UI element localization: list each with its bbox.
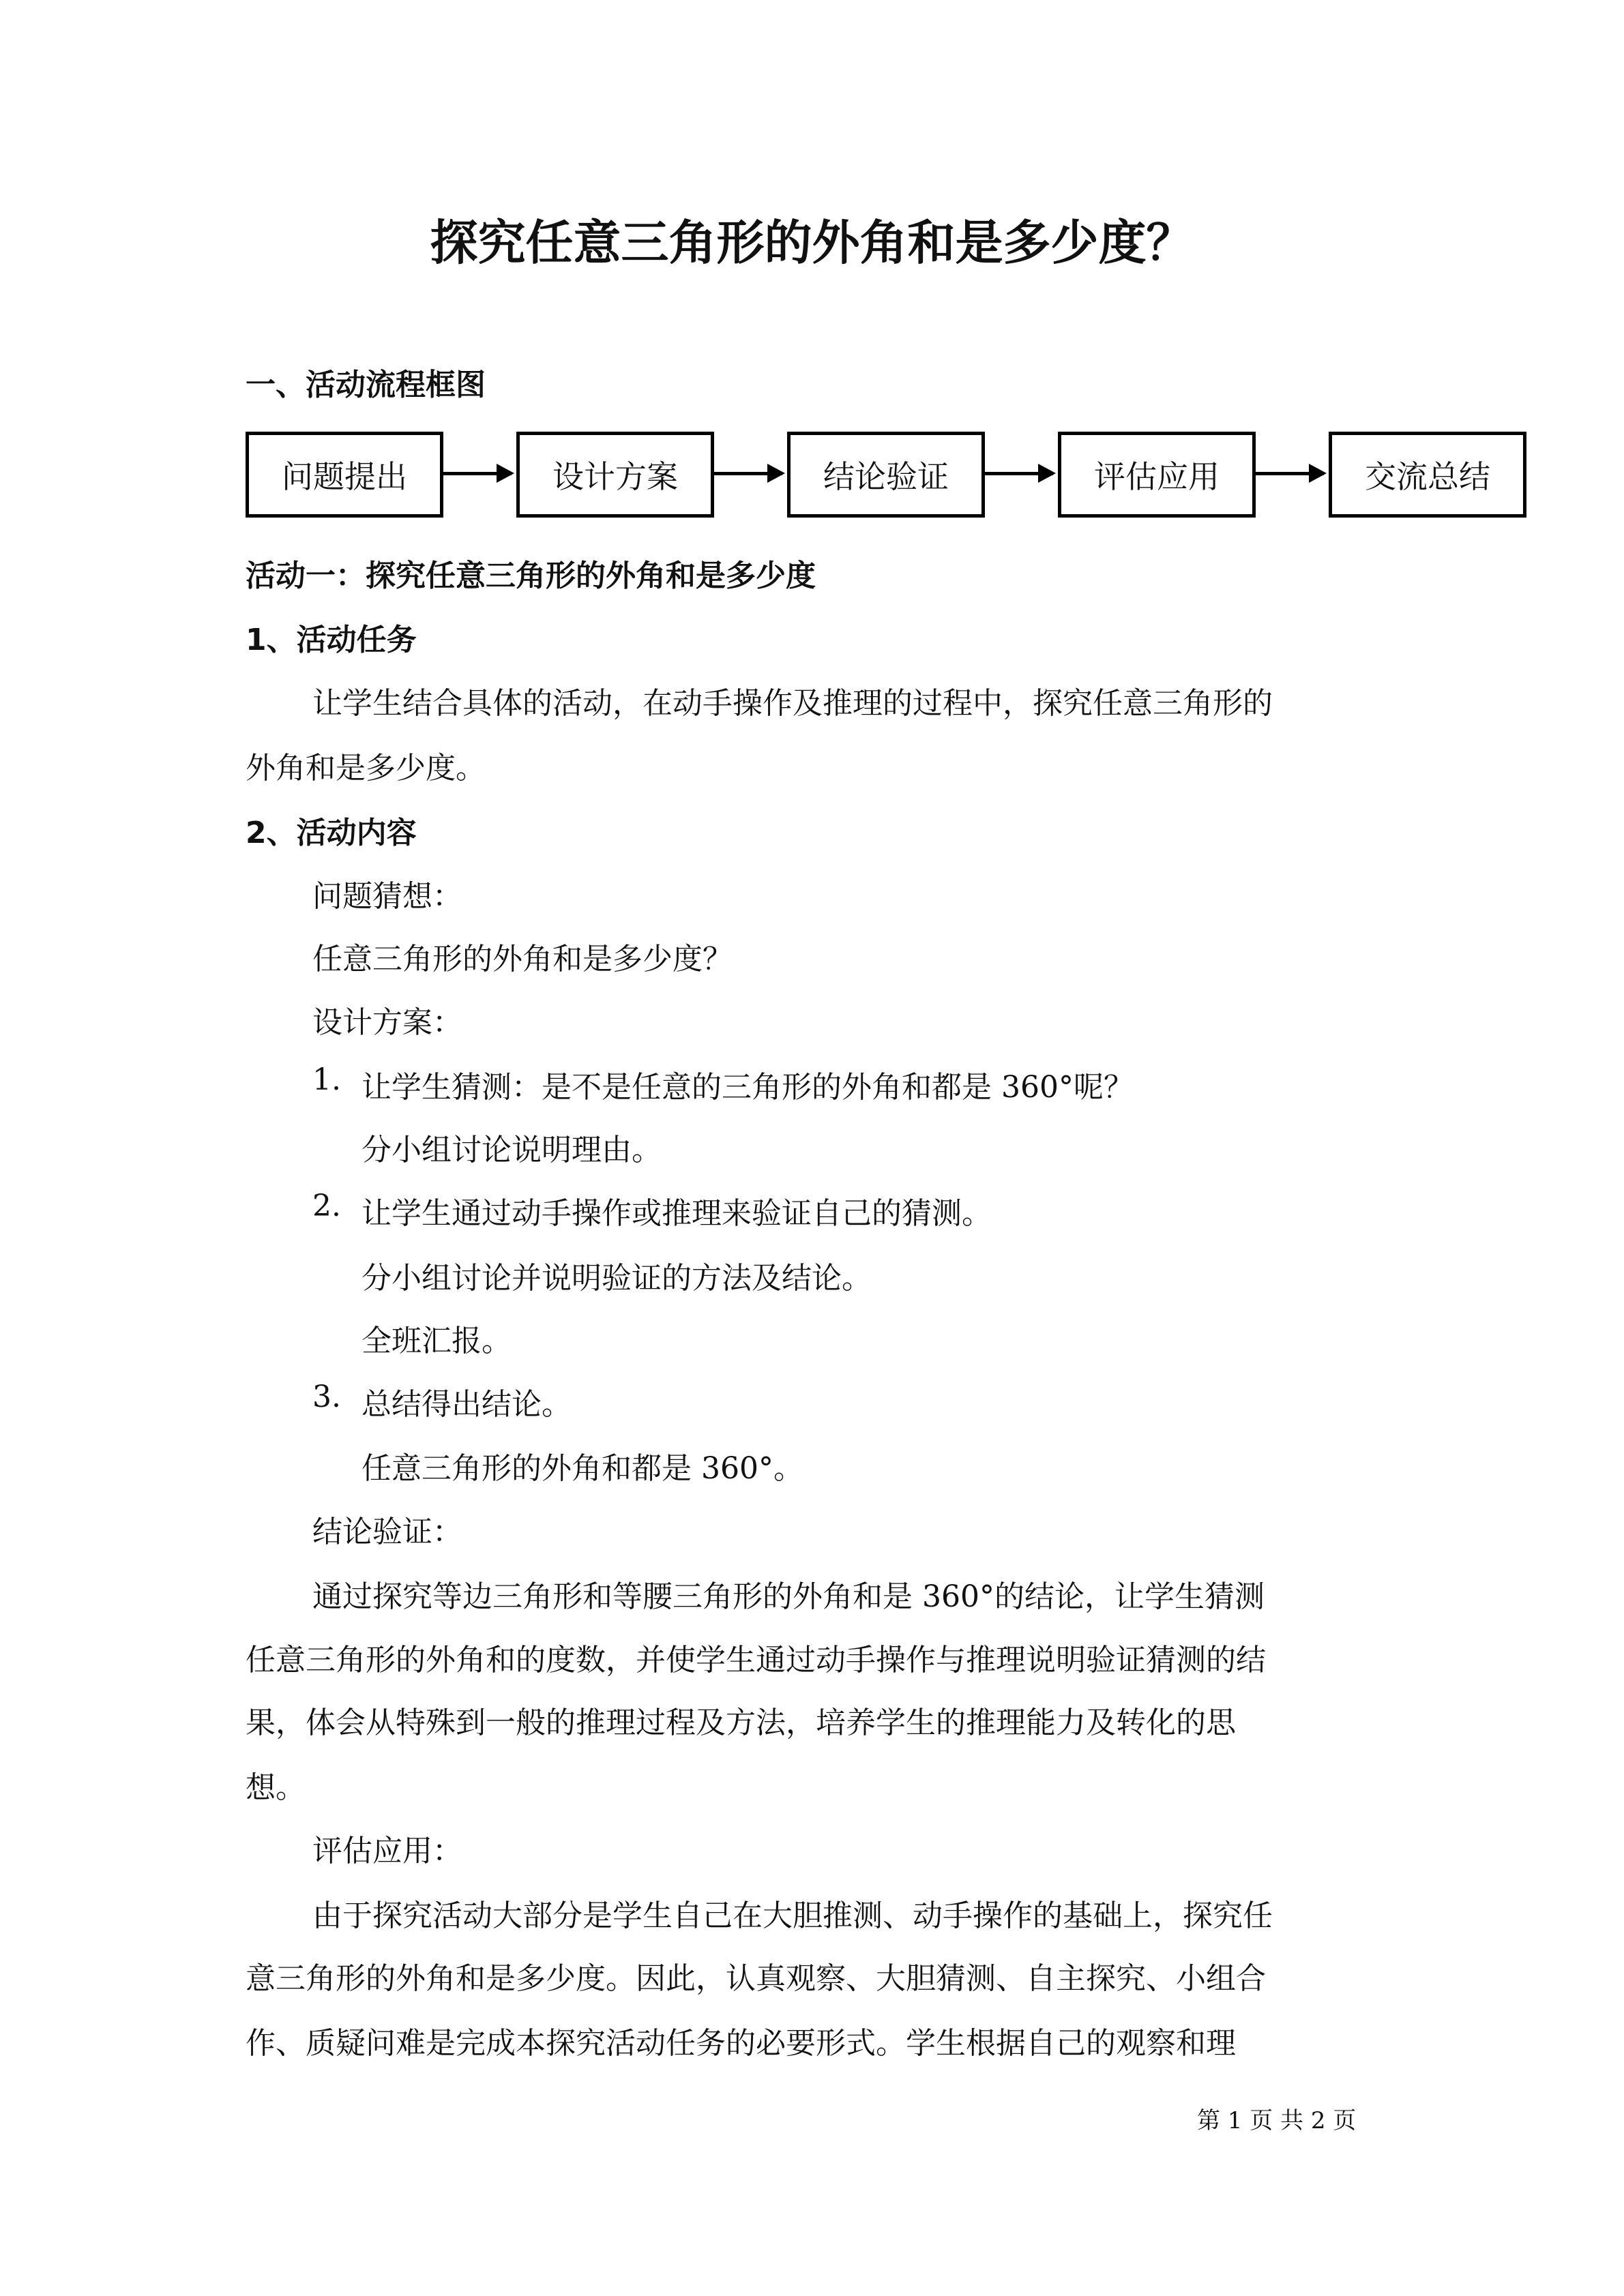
flow-arrow-4 [1256, 472, 1324, 475]
item-1-line-2: 分小组讨论说明理由。 [361, 1133, 662, 1167]
item-2-line-3: 全班汇报。 [361, 1324, 512, 1358]
activity-title: 活动一：探究任意三角形的外角和是多少度 [246, 558, 816, 593]
verify-line-2: 任意三角形的外角和的度数，并使学生通过动手操作与推理说明验证猜测的结 [246, 1643, 1266, 1678]
flow-box-1: 问题提出 [246, 432, 443, 518]
item-2-number: 2. [312, 1189, 341, 1223]
item-1-line-1: 让学生猜测：是不是任意的三角形的外角和都是 360°呢？ [361, 1070, 1134, 1105]
item-3-line-2: 任意三角形的外角和都是 360°。 [361, 1451, 803, 1486]
content-heading: 2、活动内容 [246, 816, 417, 850]
apply-line-3: 作、质疑问难是完成本探究活动任务的必要形式。学生根据自己的观察和理 [246, 2026, 1236, 2061]
task-heading: 1、活动任务 [246, 623, 417, 657]
page-footer: 第 1 页 共 2 页 [1197, 2107, 1357, 2134]
flow-arrow-3 [985, 472, 1053, 475]
guess-text: 任意三角形的外角和是多少度？ [312, 942, 733, 976]
section-heading-flowchart: 一、活动流程框图 [246, 368, 486, 402]
apply-line-2: 意三角形的外角和是多少度。因此，认真观察、大胆猜测、自主探究、小组合 [246, 1961, 1266, 1996]
flow-box-5: 交流总结 [1329, 432, 1526, 518]
item-1-number: 1. [312, 1062, 341, 1097]
apply-line-1: 由于探究活动大部分是学生自己在大胆推测、动手操作的基础上，探究任 [312, 1898, 1273, 1933]
item-3-line-1: 总结得出结论。 [361, 1387, 572, 1422]
flow-arrow-1 [443, 472, 512, 475]
verify-line-1: 通过探究等边三角形和等腰三角形的外角和是 360°的结论，让学生猜测 [312, 1579, 1265, 1614]
item-3-number: 3. [312, 1380, 341, 1414]
task-line-1: 让学生结合具体的活动，在动手操作及推理的过程中，探究任意三角形的 [312, 686, 1273, 721]
item-2-line-2: 分小组讨论并说明验证的方法及结论。 [361, 1261, 872, 1296]
apply-label: 评估应用： [312, 1834, 462, 1868]
flow-arrow-2 [714, 472, 782, 475]
flow-box-4: 评估应用 [1058, 432, 1256, 518]
page-title: 探究任意三角形的外角和是多少度？ [430, 215, 1194, 271]
task-line-2: 外角和是多少度。 [246, 751, 486, 786]
verify-line-4: 想。 [246, 1770, 306, 1805]
flow-box-2: 设计方案 [516, 432, 714, 518]
flow-box-3: 结论验证 [787, 432, 985, 518]
verify-label: 结论验证： [312, 1515, 462, 1549]
design-label: 设计方案： [312, 1005, 462, 1040]
guess-label: 问题猜想： [312, 879, 462, 914]
item-2-line-1: 让学生通过动手操作或推理来验证自己的猜测。 [361, 1196, 992, 1231]
verify-line-3: 果，体会从特殊到一般的推理过程及方法，培养学生的推理能力及转化的思 [246, 1705, 1236, 1740]
